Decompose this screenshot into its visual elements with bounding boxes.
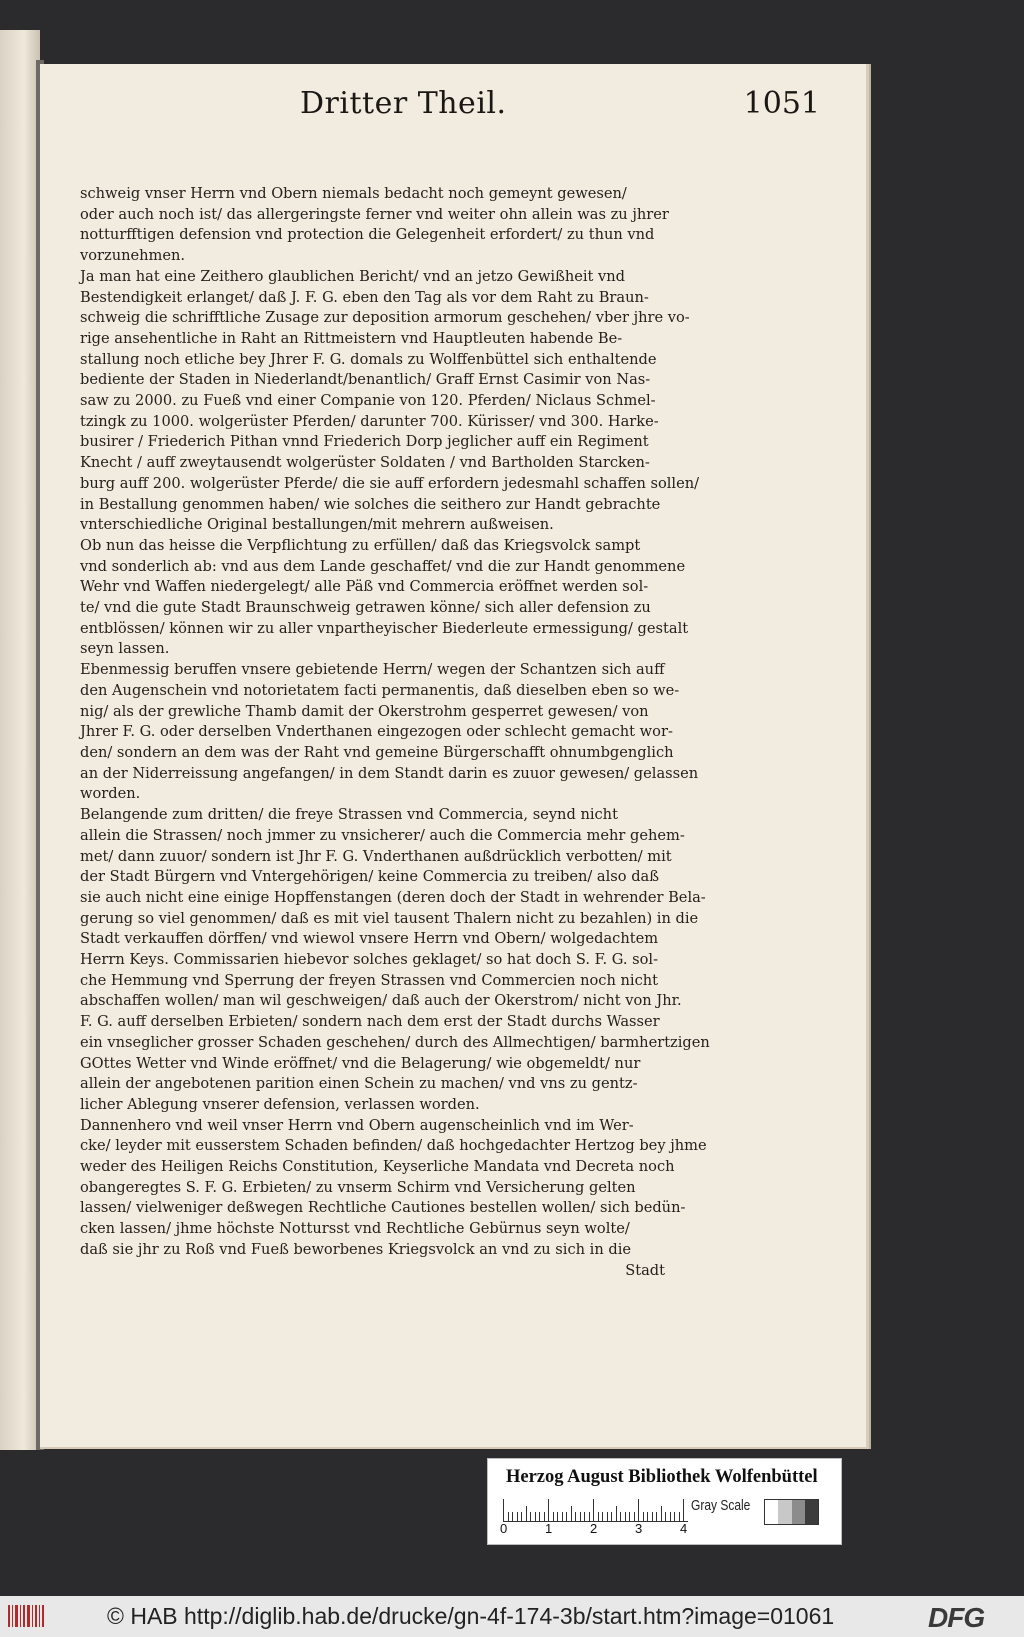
text-line: entblössen/ können wir zu aller vnpartheyischer Biederleute ermessigung/ gestalt xyxy=(80,619,689,637)
ruler-tick xyxy=(530,1512,531,1521)
footer-bar xyxy=(0,1596,1024,1637)
ruler-tick xyxy=(508,1512,509,1521)
ruler-tick xyxy=(607,1512,608,1521)
text-line: licher Ablegung vnserer defension, verlassen worden. xyxy=(80,1095,480,1113)
ruler-tick xyxy=(593,1499,594,1521)
ruler-numbers xyxy=(500,1521,700,1537)
ruler-number: 3 xyxy=(635,1521,643,1536)
gray-patch xyxy=(765,1500,778,1524)
text-line: Jhrer F. G. oder derselben Vnderthanen eingezogen oder schlecht gemacht wor- xyxy=(80,723,673,741)
ruler-tick xyxy=(503,1499,504,1521)
text-line: weder des Heiligen Reichs Constitution, Keyserliche Mandata vnd Decreta noch xyxy=(80,1158,675,1176)
running-head: Dritter Theil. xyxy=(300,86,507,121)
ruler-tick xyxy=(643,1512,644,1521)
ruler-tick xyxy=(629,1512,630,1521)
ruler-tick xyxy=(616,1506,617,1521)
text-line: Dannenhero vnd weil vnser Herrn vnd Obern augenscheinlich vnd im Wer- xyxy=(80,1116,634,1134)
text-line: tzingk zu 1000. wolgerüster Pferden/ darunter 700. Kürisser/ vnd 300. Harke- xyxy=(80,412,659,430)
text-line: oder auch noch ist/ das allergeringste ferner vnd weiter ohn allein was zu jhrer xyxy=(80,205,669,223)
ruler-tick xyxy=(589,1512,590,1521)
library-name: Herzog August Bibliothek Wolfenbüttel xyxy=(506,1467,818,1487)
ruler-number: 1 xyxy=(545,1521,553,1536)
ruler-tick xyxy=(562,1512,563,1521)
ruler-tick xyxy=(652,1512,653,1521)
text-line: lassen/ vielweniger deßwegen Rechtliche Cautiones bestellen wollen/ sich bedün- xyxy=(80,1199,686,1217)
ruler-tick xyxy=(512,1512,513,1521)
ruler-tick xyxy=(638,1499,639,1521)
text-line: den/ sondern an dem was der Raht vnd gemeine Bürgerschafft ohnumbgenglich xyxy=(80,743,674,761)
text-line: der Stadt Bürgern vnd Vntergehörigen/ keine Commercia zu treiben/ also daß xyxy=(80,868,659,886)
ruler-number: 2 xyxy=(590,1521,598,1536)
text-line: Belangende zum dritten/ die freye Strassen vnd Commercia, seynd nicht xyxy=(80,806,618,824)
text-line: worden. xyxy=(80,785,141,803)
text-line: stallung noch etliche bey Jhrer F. G. domals zu Wolffenbüttel sich enthaltende xyxy=(80,350,657,368)
ruler-tick xyxy=(670,1512,671,1521)
gray-patch xyxy=(805,1500,818,1524)
text-line: schweig vnser Herrn vnd Obern niemals bedacht noch gemeynt gewesen/ xyxy=(80,185,627,202)
ruler-tick xyxy=(625,1512,626,1521)
text-line: te/ vnd die gute Stadt Braunschweig getrawen könne/ sich aller defension zu xyxy=(80,599,651,617)
scale-card xyxy=(487,1458,842,1545)
text-line: schweig die schrifftliche Zusage zur deposition armorum geschehen/ vber jhre vo- xyxy=(80,309,690,327)
text-line: Bestendigkeit erlanget/ daß J. F. G. eben den Tag als vor dem Raht zu Braun- xyxy=(80,288,649,306)
text-line: seyn lassen. xyxy=(80,640,170,658)
ruler-tick xyxy=(647,1512,648,1521)
text-line: vnd sonderlich ab: vnd aus dem Lande geschaffet/ vnd die zur Handt genommene xyxy=(80,557,686,575)
text-line: bediente der Staden in Niederlandt/benantlich/ Graff Ernst Casimir von Nas- xyxy=(80,371,651,389)
text-line: allein die Strassen/ noch jmmer zu vnsicherer/ auch die Commercia mehr gehem- xyxy=(80,826,685,844)
text-line: den Augenschein vnd notorietatem facti permanentis, daß dieselben eben so we- xyxy=(80,681,680,699)
barcode-icon xyxy=(6,1602,46,1630)
ruler-tick xyxy=(517,1512,518,1521)
text-line: vnterschiedliche Original bestallungen/mit mehrern außweisen. xyxy=(80,516,554,534)
text-line: gerung so viel genommen/ daß es mit viel tausent Thalern nicht zu bezahlen) in die xyxy=(80,909,699,927)
ruler-tick xyxy=(521,1512,522,1521)
text-line: abschaffen wollen/ man wil geschweigen/ daß auch der Okerstrom/ nicht von Jhr. xyxy=(80,992,682,1010)
ruler-tick xyxy=(584,1512,585,1521)
text-line: burg auff 200. wolgerüster Pferde/ die sie auff erfordern jedesmahl schaffen sollen/ xyxy=(80,474,700,492)
ruler-tick xyxy=(566,1512,567,1521)
ruler-number: 0 xyxy=(500,1521,508,1536)
text-line: Ja man hat eine Zeithero glaublichen Bericht/ vnd an jetzo Gewißheit vnd xyxy=(80,267,626,285)
text-line: an der Niderreissung angefangen/ in dem Standt darin es zuuor gewesen/ gelassen xyxy=(80,764,699,782)
ruler-tick xyxy=(580,1512,581,1521)
text-line: met/ dann zuuor/ sondern ist Jhr F. G. Vnderthanen außdrücklich verbotten/ mit xyxy=(80,847,672,865)
footer-copyright-url[interactable]: © HAB http://diglib.hab.de/drucke/gn-4f-174-3b/start.htm?image=01061 xyxy=(107,1603,835,1629)
ruler-tick xyxy=(544,1512,545,1521)
ruler-tick xyxy=(679,1512,680,1521)
ruler-tick xyxy=(683,1499,684,1521)
gray-patch xyxy=(778,1500,791,1524)
ruler-tick xyxy=(634,1512,635,1521)
text-line: rige ansehentliche in Raht an Rittmeistern vnd Hauptleuten habende Be- xyxy=(80,329,623,347)
ruler-tick xyxy=(661,1506,662,1521)
ruler-tick xyxy=(539,1512,540,1521)
ruler xyxy=(503,1495,688,1522)
text-line: obangeregtes S. F. G. Erbieten/ zu vnserm Schirm vnd Versicherung gelten xyxy=(80,1178,636,1196)
text-block xyxy=(80,184,710,1281)
page-header xyxy=(300,86,820,128)
text-line: F. G. auff derselben Erbieten/ sondern nach dem erst der Stadt durchs Wasser xyxy=(80,1013,660,1031)
text-line: saw zu 2000. zu Fueß vnd einer Companie von 120. Pferden/ Niclaus Schmel- xyxy=(80,392,656,410)
ruler-tick xyxy=(620,1512,621,1521)
text-line: GOttes Wetter vnd Winde eröffnet/ vnd die Belagerung/ wie obgemeldt/ nur xyxy=(80,1054,641,1072)
text-line: vorzunehmen. xyxy=(80,247,186,265)
dfg-logo: DFG xyxy=(928,1602,985,1633)
ruler-tick xyxy=(526,1506,527,1521)
ruler-tick xyxy=(656,1512,657,1521)
ruler-tick xyxy=(598,1512,599,1521)
ruler-number: 4 xyxy=(680,1521,688,1536)
text-line: cken lassen/ jhme höchste Nottursst vnd Rechtliche Gebürnus seyn wolte/ xyxy=(80,1220,630,1238)
ruler-tick xyxy=(557,1512,558,1521)
text-line: nig/ als der grewliche Thamb damit der Okerstrohm gesperret gewesen/ von xyxy=(80,702,649,720)
text-line: ein vnseglicher grosser Schaden geschehen/ durch des Allmechtigen/ barmhertzigen xyxy=(80,1033,710,1051)
ruler-tick xyxy=(575,1512,576,1521)
ruler-tick xyxy=(535,1512,536,1521)
ruler-tick xyxy=(665,1512,666,1521)
ruler-tick xyxy=(571,1506,572,1521)
text-line: allein der angebotenen parition einen Schein zu machen/ vnd vns zu gentz- xyxy=(80,1075,638,1093)
left-page-edge xyxy=(0,30,40,1450)
text-line: Ebenmessig beruffen vnsere gebietende Herrn/ wegen der Schantzen sich auff xyxy=(80,661,665,679)
text-line: Herrn Keys. Commissarien hiebevor solches geklaget/ so hat doch S. F. G. sol- xyxy=(80,951,659,969)
catchword: Stadt xyxy=(625,1261,665,1279)
gray-scale-label: Gray Scale xyxy=(691,1497,751,1514)
page-number: 1051 xyxy=(743,86,820,121)
text-line: Wehr vnd Waffen niedergelegt/ alle Päß vnd Commercia eröffnet werden sol- xyxy=(80,578,649,596)
text-line: cke/ leyder mit eusserstem Schaden befinden/ daß hochgedachter Hertzog bey jhme xyxy=(80,1137,707,1155)
text-line: che Hemmung vnd Sperrung der freyen Strassen vnd Commercien noch nicht xyxy=(80,971,658,989)
text-line: busirer / Friederich Pithan vnnd Friederich Dorp jeglicher auff ein Regiment xyxy=(80,433,649,451)
text-line: daß sie jhr zu Roß vnd Fueß beworbenes Kriegsvolck an vnd zu sich in die xyxy=(80,1240,632,1258)
text-line: Knecht / auff zweytausendt wolgerüster Soldaten / vnd Bartholden Starcken- xyxy=(80,454,650,472)
gray-patch xyxy=(792,1500,805,1524)
ruler-tick xyxy=(548,1499,549,1521)
text-line: in Bestallung genommen haben/ wie solches die seithero zur Handt gebrachte xyxy=(80,495,661,513)
text-line: notturfftigen defension vnd protection die Gelegenheit erfordert/ zu thun vnd xyxy=(80,226,655,244)
ruler-tick xyxy=(674,1512,675,1521)
gray-scale-patches xyxy=(764,1499,819,1525)
text-line: sie auch nicht eine einige Hopffenstangen (deren doch der Stadt in wehrender Bela- xyxy=(80,888,706,906)
text-line: Ob nun das heisse die Verpflichtung zu erfüllen/ daß das Kriegsvolck sampt xyxy=(80,536,641,554)
text-line: Stadt verkauffen dörffen/ vnd wiewol vnsere Herrn vnd Obern/ wolgedachtem xyxy=(80,930,659,948)
ruler-tick xyxy=(611,1512,612,1521)
ruler-tick xyxy=(602,1512,603,1521)
ruler-tick xyxy=(553,1512,554,1521)
